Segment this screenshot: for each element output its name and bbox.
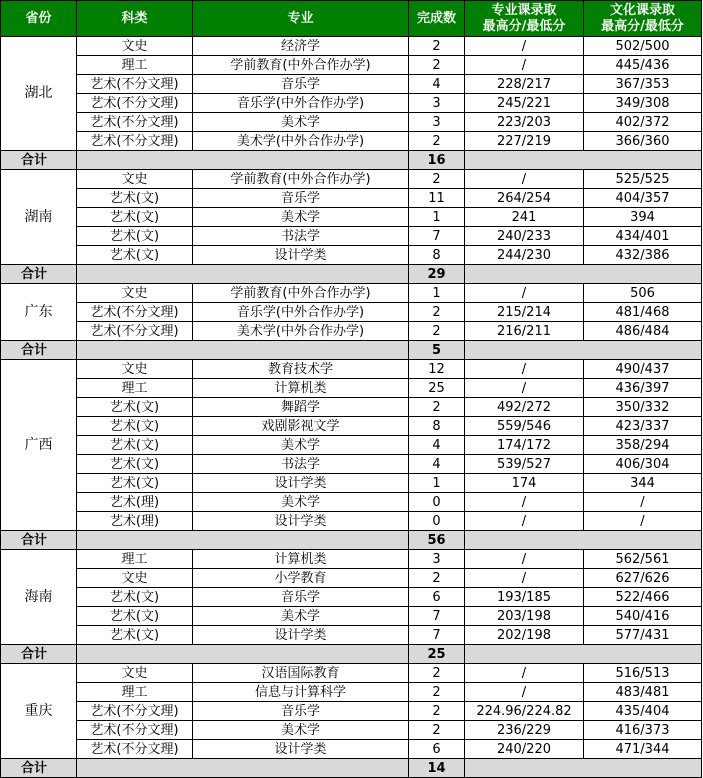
table-body (1, 37, 702, 778)
cell-culture-score: 366/360 (584, 132, 702, 151)
table-row (1, 322, 702, 341)
header-culture-score-line1: 文化课录取 (609, 2, 675, 18)
cell-count: 3 (409, 550, 465, 569)
cell-count: 7 (409, 626, 465, 645)
cell-count: 25 (409, 379, 465, 398)
cell-category: 文史 (77, 664, 193, 683)
cell-category: 艺术(文) (77, 588, 193, 607)
cell-culture-score: 404/357 (584, 189, 702, 208)
cell-culture-score: 540/416 (584, 607, 702, 626)
cell-count: 4 (409, 75, 465, 94)
total-spacer (465, 759, 702, 778)
cell-major: 书法学 (193, 455, 409, 474)
cell-count: 4 (409, 436, 465, 455)
cell-culture-score: 471/344 (584, 740, 702, 759)
cell-count: 2 (409, 664, 465, 683)
total-spacer (465, 265, 702, 284)
cell-province: 湖北 (1, 37, 77, 151)
table-row (1, 550, 702, 569)
cell-province: 重庆 (1, 664, 77, 759)
total-spacer (77, 759, 409, 778)
cell-major: 音乐学 (193, 75, 409, 94)
cell-major-score: 223/203 (465, 113, 584, 132)
cell-count: 8 (409, 417, 465, 436)
cell-category: 艺术(文) (77, 436, 193, 455)
cell-major: 美术学 (193, 113, 409, 132)
cell-count: 2 (409, 56, 465, 75)
cell-count: 2 (409, 569, 465, 588)
cell-culture-score: 436/397 (584, 379, 702, 398)
cell-major: 音乐学 (193, 702, 409, 721)
cell-major: 戏剧影视文学 (193, 417, 409, 436)
table-row (1, 398, 702, 417)
table-row (1, 493, 702, 512)
cell-category: 文史 (77, 37, 193, 56)
cell-major-score: / (465, 170, 584, 189)
cell-major-score: 203/198 (465, 607, 584, 626)
cell-major-score: 228/217 (465, 75, 584, 94)
total-row (1, 341, 702, 360)
cell-major-score: 174/172 (465, 436, 584, 455)
cell-category: 艺术(不分文理) (77, 94, 193, 113)
cell-major: 经济学 (193, 37, 409, 56)
cell-category: 艺术(不分文理) (77, 132, 193, 151)
cell-major: 设计学类 (193, 740, 409, 759)
table-row (1, 569, 702, 588)
total-row (1, 759, 702, 778)
cell-major-score: 240/233 (465, 227, 584, 246)
cell-count: 12 (409, 360, 465, 379)
cell-culture-score: 350/332 (584, 398, 702, 417)
cell-count: 0 (409, 512, 465, 531)
cell-major: 音乐学(中外合作办学) (193, 303, 409, 322)
cell-category: 理工 (77, 56, 193, 75)
cell-count: 1 (409, 208, 465, 227)
header-major-score (465, 1, 584, 37)
total-count: 16 (409, 151, 465, 170)
total-label: 合计 (1, 759, 77, 778)
header-category: 科类 (77, 1, 193, 37)
cell-major-score: / (465, 360, 584, 379)
cell-count: 2 (409, 721, 465, 740)
cell-major-score: 264/254 (465, 189, 584, 208)
cell-major: 计算机类 (193, 550, 409, 569)
total-spacer (465, 151, 702, 170)
total-row (1, 645, 702, 664)
table-row (1, 208, 702, 227)
cell-category: 艺术(文) (77, 417, 193, 436)
header-major: 专业 (193, 1, 409, 37)
cell-category: 艺术(文) (77, 246, 193, 265)
table-row (1, 360, 702, 379)
cell-major-score: 193/185 (465, 588, 584, 607)
total-count: 56 (409, 531, 465, 550)
cell-count: 2 (409, 683, 465, 702)
cell-major-score: 216/211 (465, 322, 584, 341)
table-row (1, 664, 702, 683)
table-row (1, 246, 702, 265)
cell-category: 艺术(理) (77, 493, 193, 512)
total-label: 合计 (1, 265, 77, 284)
cell-culture-score: 516/513 (584, 664, 702, 683)
table-row (1, 75, 702, 94)
table-row (1, 607, 702, 626)
cell-category: 艺术(不分文理) (77, 721, 193, 740)
cell-culture-score: 506 (584, 284, 702, 303)
cell-culture-score: 406/304 (584, 455, 702, 474)
table-row (1, 284, 702, 303)
cell-major: 汉语国际教育 (193, 664, 409, 683)
cell-culture-score: 577/431 (584, 626, 702, 645)
table-row (1, 37, 702, 56)
table-row (1, 170, 702, 189)
cell-category: 艺术(文) (77, 208, 193, 227)
cell-province: 海南 (1, 550, 77, 645)
table-row (1, 702, 702, 721)
total-label: 合计 (1, 645, 77, 664)
cell-culture-score: 445/436 (584, 56, 702, 75)
cell-count: 0 (409, 493, 465, 512)
total-label: 合计 (1, 151, 77, 170)
cell-count: 2 (409, 322, 465, 341)
total-spacer (465, 645, 702, 664)
cell-culture-score: / (584, 512, 702, 531)
cell-category: 艺术(文) (77, 189, 193, 208)
cell-category: 理工 (77, 379, 193, 398)
cell-major-score: / (465, 493, 584, 512)
cell-category: 文史 (77, 569, 193, 588)
cell-category: 文史 (77, 360, 193, 379)
cell-culture-score: 394 (584, 208, 702, 227)
cell-category: 文史 (77, 284, 193, 303)
cell-count: 7 (409, 607, 465, 626)
cell-major: 计算机类 (193, 379, 409, 398)
cell-category: 艺术(文) (77, 626, 193, 645)
cell-count: 7 (409, 227, 465, 246)
total-label: 合计 (1, 531, 77, 550)
header-culture-score-line2: 最高分/最低分 (601, 18, 684, 34)
cell-count: 2 (409, 170, 465, 189)
table-row (1, 379, 702, 398)
cell-culture-score: 423/337 (584, 417, 702, 436)
table-row (1, 512, 702, 531)
cell-major-score: 202/198 (465, 626, 584, 645)
total-row (1, 531, 702, 550)
cell-culture-score: 358/294 (584, 436, 702, 455)
total-count: 14 (409, 759, 465, 778)
cell-category: 艺术(不分文理) (77, 322, 193, 341)
cell-category: 艺术(文) (77, 474, 193, 493)
cell-major: 学前教育(中外合作办学) (193, 284, 409, 303)
table-row (1, 588, 702, 607)
cell-culture-score: 502/500 (584, 37, 702, 56)
total-spacer (77, 341, 409, 360)
cell-culture-score: 367/353 (584, 75, 702, 94)
cell-category: 艺术(不分文理) (77, 702, 193, 721)
cell-category: 艺术(文) (77, 455, 193, 474)
cell-major: 设计学类 (193, 246, 409, 265)
cell-culture-score: 481/468 (584, 303, 702, 322)
cell-major: 美术学 (193, 607, 409, 626)
cell-culture-score: 562/561 (584, 550, 702, 569)
cell-major-score: / (465, 56, 584, 75)
cell-major: 美术学 (193, 721, 409, 740)
cell-culture-score: 486/484 (584, 322, 702, 341)
cell-major-score: 244/230 (465, 246, 584, 265)
cell-culture-score: 522/466 (584, 588, 702, 607)
header-count: 完成数 (409, 1, 465, 37)
cell-major-score: / (465, 512, 584, 531)
table-row (1, 436, 702, 455)
table-header (1, 1, 702, 37)
table-row (1, 132, 702, 151)
cell-category: 艺术(文) (77, 398, 193, 417)
total-row (1, 151, 702, 170)
table-row (1, 455, 702, 474)
cell-count: 3 (409, 94, 465, 113)
cell-major: 美术学(中外合作办学) (193, 322, 409, 341)
cell-major: 音乐学 (193, 588, 409, 607)
cell-major: 信息与计算科学 (193, 683, 409, 702)
total-label: 合计 (1, 341, 77, 360)
table-row (1, 227, 702, 246)
table-row (1, 113, 702, 132)
cell-culture-score: 344 (584, 474, 702, 493)
table-row (1, 417, 702, 436)
cell-category: 艺术(理) (77, 512, 193, 531)
cell-count: 6 (409, 588, 465, 607)
cell-culture-score: 525/525 (584, 170, 702, 189)
cell-category: 艺术(文) (77, 227, 193, 246)
total-spacer (77, 151, 409, 170)
cell-major-score: 240/220 (465, 740, 584, 759)
cell-major-score: 245/221 (465, 94, 584, 113)
table-row (1, 189, 702, 208)
cell-major-score: 241 (465, 208, 584, 227)
total-spacer (77, 265, 409, 284)
cell-category: 艺术(不分文理) (77, 740, 193, 759)
cell-major-score: / (465, 664, 584, 683)
cell-major-score: / (465, 37, 584, 56)
cell-category: 艺术(不分文理) (77, 75, 193, 94)
cell-major: 美术学 (193, 208, 409, 227)
cell-count: 8 (409, 246, 465, 265)
cell-count: 2 (409, 702, 465, 721)
cell-count: 2 (409, 398, 465, 417)
cell-major: 书法学 (193, 227, 409, 246)
table-row (1, 303, 702, 322)
cell-major-score: / (465, 569, 584, 588)
cell-count: 2 (409, 132, 465, 151)
total-spacer (465, 531, 702, 550)
header-culture-score (584, 1, 702, 37)
cell-major: 设计学类 (193, 512, 409, 531)
total-row (1, 265, 702, 284)
cell-culture-score: 490/437 (584, 360, 702, 379)
cell-count: 2 (409, 303, 465, 322)
cell-major-score: 227/219 (465, 132, 584, 151)
cell-major-score: 224.96/224.82 (465, 702, 584, 721)
cell-count: 1 (409, 474, 465, 493)
cell-count: 1 (409, 284, 465, 303)
cell-major: 教育技术学 (193, 360, 409, 379)
cell-culture-score: 402/372 (584, 113, 702, 132)
cell-culture-score: 432/386 (584, 246, 702, 265)
cell-major: 美术学 (193, 493, 409, 512)
total-spacer (77, 531, 409, 550)
cell-count: 3 (409, 113, 465, 132)
cell-count: 11 (409, 189, 465, 208)
cell-count: 2 (409, 37, 465, 56)
cell-major-score: / (465, 379, 584, 398)
cell-culture-score: 434/401 (584, 227, 702, 246)
cell-province: 广西 (1, 360, 77, 531)
cell-category: 艺术(文) (77, 607, 193, 626)
cell-major: 音乐学 (193, 189, 409, 208)
cell-major: 舞蹈学 (193, 398, 409, 417)
cell-category: 艺术(不分文理) (77, 113, 193, 132)
cell-culture-score: / (584, 493, 702, 512)
cell-major: 学前教育(中外合作办学) (193, 56, 409, 75)
cell-culture-score: 483/481 (584, 683, 702, 702)
table-row (1, 683, 702, 702)
cell-major: 美术学(中外合作办学) (193, 132, 409, 151)
cell-major: 设计学类 (193, 626, 409, 645)
total-spacer (77, 645, 409, 664)
table-row (1, 56, 702, 75)
cell-major-score: 174 (465, 474, 584, 493)
table-row (1, 721, 702, 740)
cell-major: 音乐学(中外合作办学) (193, 94, 409, 113)
cell-major-score: 215/214 (465, 303, 584, 322)
total-spacer (465, 341, 702, 360)
table-row (1, 474, 702, 493)
cell-major-score: 492/272 (465, 398, 584, 417)
header-major-score-line1: 专业课录取 (491, 2, 557, 18)
cell-major: 设计学类 (193, 474, 409, 493)
cell-province: 广东 (1, 284, 77, 341)
cell-culture-score: 627/626 (584, 569, 702, 588)
cell-category: 理工 (77, 683, 193, 702)
cell-major-score: / (465, 550, 584, 569)
cell-major-score: / (465, 284, 584, 303)
cell-culture-score: 349/308 (584, 94, 702, 113)
cell-culture-score: 435/404 (584, 702, 702, 721)
cell-count: 4 (409, 455, 465, 474)
cell-major-score: 559/546 (465, 417, 584, 436)
cell-category: 理工 (77, 550, 193, 569)
cell-major: 小学教育 (193, 569, 409, 588)
cell-major-score: 236/229 (465, 721, 584, 740)
cell-culture-score: 416/373 (584, 721, 702, 740)
cell-major-score: 539/527 (465, 455, 584, 474)
total-count: 29 (409, 265, 465, 284)
total-count: 5 (409, 341, 465, 360)
cell-category: 文史 (77, 170, 193, 189)
cell-province: 湖南 (1, 170, 77, 265)
table-row (1, 626, 702, 645)
header-province: 省份 (1, 1, 77, 37)
header-major-score-line2: 最高分/最低分 (482, 18, 566, 34)
cell-category: 艺术(不分文理) (77, 303, 193, 322)
table-row (1, 94, 702, 113)
table-row (1, 740, 702, 759)
cell-major: 学前教育(中外合作办学) (193, 170, 409, 189)
cell-count: 6 (409, 740, 465, 759)
cell-major-score: / (465, 683, 584, 702)
cell-major: 美术学 (193, 436, 409, 455)
total-count: 25 (409, 645, 465, 664)
